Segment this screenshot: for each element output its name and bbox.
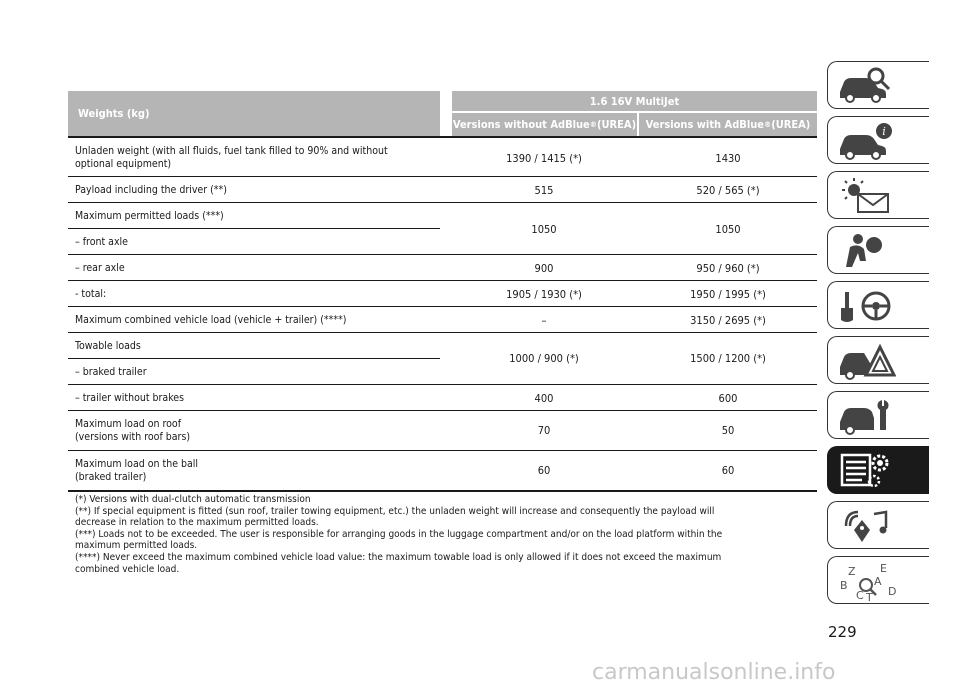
row-label-line: Maximum load on roof	[75, 418, 182, 430]
index-letter-d: D	[888, 585, 896, 598]
table-cell: –	[541, 314, 547, 327]
row-label-roof-load	[75, 418, 190, 443]
row-label-total: - total:	[75, 288, 107, 300]
side-tab-dashboard[interactable]	[827, 61, 929, 109]
multimedia-icon	[836, 506, 896, 546]
header-version2-suffix: (UREA)	[771, 118, 811, 131]
car-search-icon	[836, 66, 896, 106]
index-letter-e: E	[880, 562, 887, 575]
footnote-line: decrease in relation to the maximum permitted loads.	[75, 517, 319, 529]
table-cell: 60	[537, 464, 551, 477]
header-version2-prefix: Versions with AdBlue	[645, 118, 764, 131]
row-label-line: optional equipment)	[75, 157, 172, 170]
header-version1-prefix: Versions without AdBlue	[452, 118, 590, 131]
registered-mark: ®	[763, 120, 772, 129]
row-label-braked-trailer: – braked trailer	[75, 366, 147, 378]
table-cell: 400	[534, 392, 554, 405]
header-version-with-adblue	[639, 113, 817, 136]
table-cell: 1905 / 1930 (*)	[506, 288, 582, 301]
key-steering-wheel-icon	[836, 286, 896, 326]
row-divider	[68, 306, 817, 307]
side-tab-index[interactable]	[827, 556, 929, 604]
row-label-trailer-without-brakes: – trailer without brakes	[75, 392, 185, 404]
row-divider	[68, 384, 817, 385]
table-cell: 950 / 960 (*)	[696, 262, 760, 275]
row-divider	[68, 410, 817, 411]
side-tab-getting-to-know[interactable]	[827, 116, 929, 164]
table-cell: 3150 / 2695 (*)	[690, 314, 766, 327]
alphabetical-index-icon	[836, 561, 896, 601]
side-tab-warning-lights[interactable]	[827, 171, 929, 219]
header-version-without-adblue	[452, 113, 637, 136]
table-cell: 1050	[715, 223, 741, 236]
index-letter-b: B	[840, 579, 848, 592]
header-engine-label: 1.6 16V MultiJet	[589, 94, 680, 108]
table-cell: 520 / 565 (*)	[696, 184, 760, 197]
svg-text:i: i	[882, 125, 886, 138]
row-label-line: Maximum load on the ball	[75, 458, 199, 470]
table-cell: 515	[534, 184, 554, 197]
table-cell: 600	[718, 392, 738, 405]
car-warning-triangle-icon	[836, 341, 896, 381]
row-label-line: (versions with roof bars)	[75, 430, 191, 443]
car-wrench-icon	[836, 396, 896, 436]
footnote-line: (****) Never exceed the maximum combined vehicle load value: the maximum towable load is only allowed if it does not exceed the maximum	[75, 551, 722, 563]
table-cell: 1000 / 900 (*)	[509, 352, 579, 365]
row-divider	[68, 332, 817, 333]
index-letter-z: Z	[848, 565, 856, 578]
header-divider	[68, 136, 817, 138]
table-cell: 1050	[531, 223, 557, 236]
footnotes	[75, 494, 795, 575]
row-label-unladen-weight	[75, 145, 388, 170]
document-gears-icon	[836, 451, 896, 491]
row-label-max-permitted-loads: Maximum permitted loads (***)	[75, 210, 224, 222]
row-divider	[68, 176, 817, 177]
page-number: 229	[828, 623, 857, 641]
header-weights-label: Weights (kg)	[78, 107, 150, 120]
table-cell: 1430	[715, 152, 741, 165]
row-divider	[68, 228, 440, 229]
table-cell: 50	[721, 424, 735, 437]
row-divider	[68, 450, 817, 451]
table-cell: 1950 / 1995 (*)	[690, 288, 766, 301]
footnote-line: (**) If special equipment is fitted (sun roof, trailer towing equipment, etc.) the unladen weight will increase and consequently the payload will	[75, 505, 715, 517]
header-engine	[452, 91, 817, 111]
index-letter-c: C	[856, 589, 864, 601]
side-tab-servicing[interactable]	[827, 391, 929, 439]
row-label-line: (braked trailer)	[75, 470, 147, 483]
table-cell: 60	[721, 464, 735, 477]
index-letter-t: T	[866, 591, 873, 601]
table-cell: 70	[537, 424, 551, 437]
row-divider	[68, 254, 817, 255]
table-cell: 1390 / 1415 (*)	[506, 152, 582, 165]
row-divider	[68, 202, 817, 203]
footnote-line: combined vehicle load.	[75, 563, 180, 575]
row-label-ball-load	[75, 458, 198, 483]
row-label-payload: Payload including the driver (**)	[75, 184, 227, 196]
row-divider	[68, 280, 817, 281]
row-label-line: Unladen weight (with all fluids, fuel tank filled to 90% and without	[75, 145, 388, 157]
table-cell: 1500 / 1200 (*)	[690, 352, 766, 365]
table-bottom-rule	[68, 490, 817, 492]
row-label-combined-load: Maximum combined vehicle load (vehicle + trailer) (****)	[75, 314, 347, 326]
header-version1-suffix: (UREA)	[596, 118, 637, 131]
footnote-line: maximum permitted loads.	[75, 540, 198, 552]
row-divider	[68, 358, 440, 359]
table-cell: 900	[534, 262, 554, 275]
warning-light-mail-icon	[836, 176, 896, 216]
row-label-front-axle: – front axle	[75, 236, 128, 248]
side-tab-technical-data[interactable]	[827, 446, 929, 494]
airbag-passenger-icon	[836, 231, 896, 271]
registered-mark: ®	[589, 120, 597, 129]
side-tab-starting-driving[interactable]	[827, 281, 929, 329]
car-info-icon	[836, 121, 896, 161]
row-label-towable-loads: Towable loads	[75, 340, 141, 352]
row-label-rear-axle: – rear axle	[75, 262, 125, 274]
side-tab-multimedia[interactable]	[827, 501, 929, 549]
side-tab-emergency[interactable]	[827, 336, 929, 384]
watermark: carmanualsonline.info	[592, 660, 836, 685]
header-weights	[68, 91, 440, 136]
side-tab-safety[interactable]	[827, 226, 929, 274]
footnote-line: (***) Loads not to be exceeded. The user is responsible for arranging goods in the luggage compartment and/or on the load platform within the	[75, 528, 723, 540]
footnote-line: (*) Versions with dual-clutch automatic transmission	[75, 494, 311, 505]
index-letter-a: A	[874, 575, 882, 588]
